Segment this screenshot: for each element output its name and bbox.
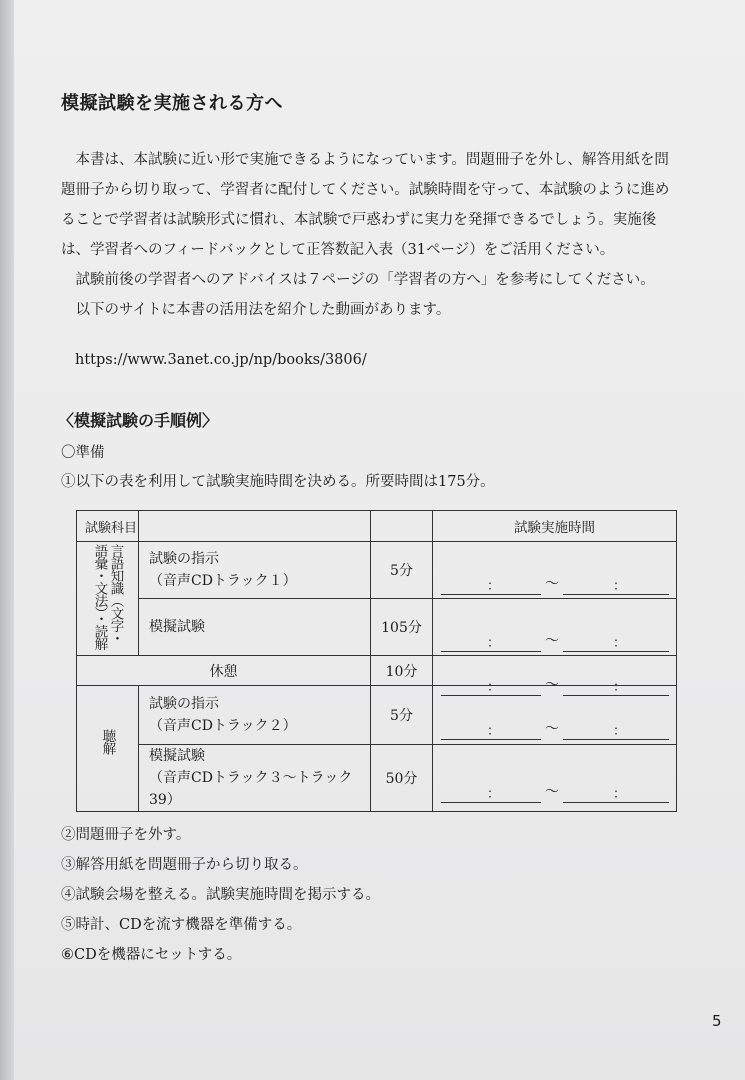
time-range-tilde: ～ xyxy=(545,676,559,693)
table-row xyxy=(77,542,677,599)
row-item xyxy=(139,599,371,656)
section-language-label: 言語知識（文字・語彙・文法）・読解 xyxy=(91,543,124,650)
end-colon: ： xyxy=(613,636,627,651)
step-6: ⑥CDを機器にセットする。 xyxy=(61,947,242,963)
end-hour-blank xyxy=(563,788,615,803)
end-colon: ： xyxy=(613,787,627,802)
book-spine-shadow xyxy=(0,0,14,1080)
header-time: 試験実施時間 xyxy=(433,511,677,542)
step-3: ③解答用紙を問題冊子から切り取る。 xyxy=(61,857,308,873)
table-row xyxy=(77,745,677,812)
step-4: ④試験会場を整える。試験実施時間を掲示する。 xyxy=(61,887,380,903)
end-colon: ： xyxy=(613,724,627,739)
item-label: 模擬試験 xyxy=(149,748,205,764)
section-listening xyxy=(77,686,139,812)
start-colon: ： xyxy=(487,679,501,695)
item-sublabel: （音声CDトラック２） xyxy=(149,718,297,734)
start-colon: ： xyxy=(487,787,501,802)
end-hour-blank xyxy=(563,637,615,652)
start-hour-blank xyxy=(441,681,491,696)
start-colon: ： xyxy=(487,724,501,739)
video-url: https://www.3anet.co.jp/np/books/3806/ xyxy=(75,352,367,368)
page-title: 模擬試験を実施される方へ xyxy=(61,93,283,114)
item-sublabel: （音声CDトラック１） xyxy=(149,573,297,589)
item-sublabel: （音声CDトラック３～トラック39） xyxy=(149,770,353,808)
break-label: 休憩 xyxy=(77,656,371,686)
page-number: 5 xyxy=(712,1012,722,1030)
table-row xyxy=(77,599,677,656)
time-range-tilde: ～ xyxy=(545,784,559,800)
time-range-tilde: ～ xyxy=(545,633,559,649)
end-colon: ： xyxy=(613,579,627,594)
end-colon: ： xyxy=(613,679,627,695)
end-hour-blank xyxy=(563,681,615,696)
procedure-title: 〈模擬試験の手順例〉 xyxy=(58,411,219,430)
table-row xyxy=(77,656,677,686)
start-hour-blank xyxy=(441,788,491,803)
item-label: 試験の指示 xyxy=(149,551,219,567)
prep-heading: 〇準備 xyxy=(61,445,105,461)
row-minutes: 105分 xyxy=(371,599,433,656)
section-language xyxy=(77,542,139,656)
section-listening-label: 聴解 xyxy=(99,728,116,754)
step-5: ⑤時計、CDを流す機器を準備する。 xyxy=(61,917,302,933)
schedule-table xyxy=(76,510,677,812)
intro-text-3: 以下のサイトに本書の活用法を紹介した動画があります。 xyxy=(75,302,451,318)
row-item xyxy=(139,542,371,599)
step-2: ②問題冊子を外す。 xyxy=(61,827,191,843)
header-subject: 試験科目 xyxy=(77,511,139,542)
end-hour-blank xyxy=(563,580,615,595)
header-blank-2 xyxy=(371,511,433,542)
end-hour-blank xyxy=(563,725,615,740)
row-minutes: 50分 xyxy=(371,745,433,812)
row-minutes: 5分 xyxy=(371,542,433,599)
intro-text-1: 本書は、本試験に近い形で実施できるようになっています。問題冊子を外し、解答用紙を問題冊子から切り取って、学習者に配付してください。試験時間を守って、本試験のように進めることで学習者は試験形式に慣れ、本試験で戸惑わずに実力を発揮できるでしょう。実施後は、学習者へのフィードバックとして正答数記入表（31ページ）をご活用ください。 xyxy=(61,152,670,258)
item-label: 試験の指示 xyxy=(149,696,219,712)
time-slot xyxy=(433,656,677,695)
row-item xyxy=(139,686,371,745)
start-hour-blank xyxy=(441,580,491,595)
header-blank-1 xyxy=(139,511,371,542)
time-slot xyxy=(433,745,677,812)
time-slot xyxy=(433,599,677,656)
start-hour-blank xyxy=(441,637,491,652)
start-hour-blank xyxy=(441,725,491,740)
intro-text-2: 試験前後の学習者へのアドバイスは７ページの「学習者の方へ」を参考にしてください。 xyxy=(75,272,655,288)
time-slot xyxy=(433,542,677,599)
row-item xyxy=(139,745,371,812)
start-colon: ： xyxy=(487,636,501,651)
row-minutes: 5分 xyxy=(371,686,433,745)
table-header-row xyxy=(77,511,677,542)
row-minutes: 10分 xyxy=(371,656,433,686)
start-colon: ： xyxy=(487,579,501,594)
intro-paragraph xyxy=(61,145,681,325)
time-range-tilde: ～ xyxy=(545,576,559,592)
item-label: 模擬試験 xyxy=(149,619,205,635)
time-range-tilde: ～ xyxy=(545,721,559,737)
step-1: ①以下の表を利用して試験実施時間を決める。所要時間は175分。 xyxy=(61,474,495,490)
